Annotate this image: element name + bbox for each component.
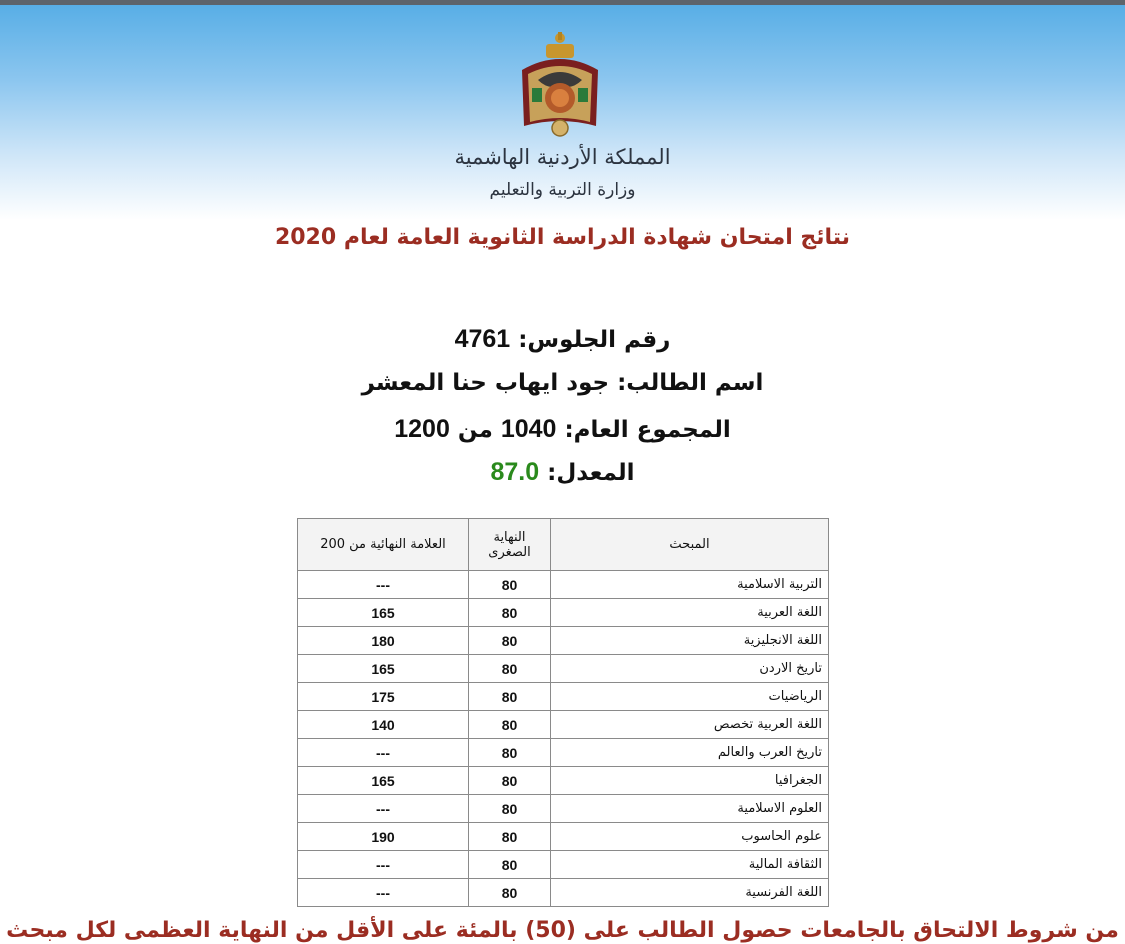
average-label: المعدل: — [547, 460, 635, 486]
table-row — [298, 655, 829, 683]
header-subject: المبحث — [551, 519, 829, 571]
subject-cell: الرياضيات — [551, 683, 829, 711]
table-row — [298, 795, 829, 823]
table-header-row — [298, 519, 829, 571]
final-cell: --- — [298, 739, 469, 767]
min-cell: 80 — [469, 655, 551, 683]
min-cell: 80 — [469, 711, 551, 739]
seat-number-line — [0, 325, 1125, 354]
min-cell: 80 — [469, 739, 551, 767]
subject-cell: التربية الاسلامية — [551, 571, 829, 599]
final-cell: --- — [298, 879, 469, 907]
ministry-name: وزارة التربية والتعليم — [489, 180, 636, 200]
table-row — [298, 599, 829, 627]
min-cell: 80 — [469, 795, 551, 823]
min-cell: 80 — [469, 767, 551, 795]
total-max-value: 1200 — [394, 415, 450, 443]
page-title: نتائج امتحان شهادة الدراسة الثانوية العامة لعام 2020 — [274, 225, 851, 250]
student-name-line — [0, 370, 1125, 396]
total-label: المجموع العام: — [564, 417, 731, 443]
table-row — [298, 767, 829, 795]
min-cell: 80 — [469, 851, 551, 879]
table-row — [298, 823, 829, 851]
kingdom-name: المملكة الأردنية الهاشمية — [454, 145, 671, 169]
table-row — [298, 739, 829, 767]
subject-cell: علوم الحاسوب — [551, 823, 829, 851]
table-row — [298, 627, 829, 655]
final-cell: 165 — [298, 599, 469, 627]
final-cell: 165 — [298, 655, 469, 683]
final-cell: 180 — [298, 627, 469, 655]
final-cell: 165 — [298, 767, 469, 795]
total-of-label: من — [457, 417, 493, 443]
subject-cell: العلوم الاسلامية — [551, 795, 829, 823]
admission-note: من شروط الالتحاق بالجامعات حصول الطالب على (50) بالمئة على الأقل من النهاية العظمى لكل مبحث — [6, 918, 1119, 943]
average-value: 87.0 — [490, 458, 540, 486]
final-cell: --- — [298, 795, 469, 823]
final-cell: 175 — [298, 683, 469, 711]
total-value: 1040 — [500, 415, 557, 443]
header-min: النهاية الصغرى — [469, 519, 551, 571]
results-table — [297, 518, 829, 907]
coat-of-arms-icon — [512, 30, 608, 142]
final-cell: --- — [298, 571, 469, 599]
subject-cell: اللغة الفرنسية — [551, 879, 829, 907]
final-cell: 190 — [298, 823, 469, 851]
seat-number-label: رقم الجلوس: — [518, 327, 671, 353]
subject-cell: تاريخ الاردن — [551, 655, 829, 683]
subject-cell: تاريخ العرب والعالم — [551, 739, 829, 767]
min-cell: 80 — [469, 879, 551, 907]
final-cell: 140 — [298, 711, 469, 739]
subject-cell: اللغة العربية تخصص — [551, 711, 829, 739]
min-cell: 80 — [469, 599, 551, 627]
student-name-label: اسم الطالب: — [617, 370, 764, 396]
average-line — [0, 458, 1125, 487]
total-line — [0, 415, 1125, 444]
min-cell: 80 — [469, 571, 551, 599]
seat-number-value: 4761 — [454, 325, 511, 353]
header-final: العلامة النهائية من 200 — [298, 519, 469, 571]
subject-cell: اللغة الانجليزية — [551, 627, 829, 655]
table-row — [298, 711, 829, 739]
final-cell: --- — [298, 851, 469, 879]
table-row — [298, 571, 829, 599]
student-name-value: جود ايهاب حنا المعشر — [361, 370, 610, 396]
table-row — [298, 851, 829, 879]
subject-cell: الجغرافيا — [551, 767, 829, 795]
subject-cell: اللغة العربية — [551, 599, 829, 627]
min-cell: 80 — [469, 823, 551, 851]
subject-cell: الثقافة المالية — [551, 851, 829, 879]
table-row — [298, 879, 829, 907]
min-cell: 80 — [469, 627, 551, 655]
min-cell: 80 — [469, 683, 551, 711]
table-row — [298, 683, 829, 711]
